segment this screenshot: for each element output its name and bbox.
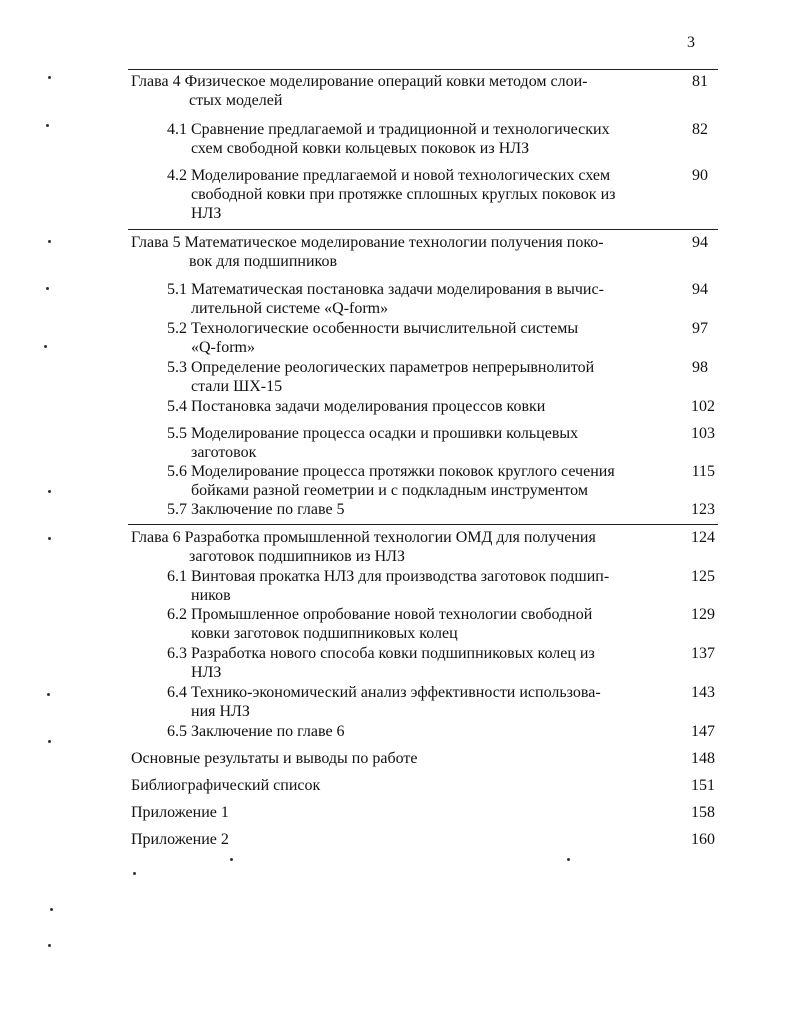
toc-entry	[167, 120, 715, 158]
toc-entry-title-line: Глава 4 Физическое моделирование операций ковки методом слои-	[131, 73, 588, 90]
toc-entry-title	[167, 424, 687, 462]
toc-entry-page: 94	[692, 281, 708, 298]
toc-entry-title-line: бойками разной геометрии и с подкладным инструментом	[191, 482, 588, 499]
toc-entry-title-line: схем свободной ковки кольцевых поковок из НЛЗ	[191, 140, 530, 157]
toc-entry	[131, 830, 715, 849]
scan-speck	[48, 76, 51, 79]
toc-entry-title-line: свободной ковки при протяжке сплошных круглых поковок из	[191, 186, 616, 203]
scan-speck	[47, 693, 50, 696]
toc-entry-title-line: 6.3 Разработка нового способа ковки подшипниковых колец из	[167, 645, 595, 662]
toc-entry-title-line: 5.1 Математическая постановка задачи моделирования в вычис-	[167, 281, 604, 298]
toc-entry-page: 90	[692, 167, 708, 184]
scan-speck	[567, 858, 570, 861]
toc-entry-page: 124	[691, 529, 715, 546]
toc-entry	[131, 749, 715, 768]
toc-entry-title-line: 6.1 Винтовая прокатка НЛЗ для производства заготовок подшип-	[167, 568, 610, 585]
toc-entry-title-line: ковки заготовок подшипниковых колец	[191, 625, 458, 642]
toc-entry-title	[167, 280, 687, 318]
toc-entry	[167, 722, 715, 741]
toc-entry-page: 158	[691, 804, 715, 821]
toc-entry	[167, 166, 715, 223]
toc-entry	[167, 500, 715, 519]
toc-entry-title	[131, 233, 651, 271]
toc-entry-title	[167, 683, 687, 721]
toc-entry-title	[131, 749, 651, 768]
toc-entry-title-line: «Q-form»	[191, 339, 255, 356]
toc-entry-title-line: заготовок подшипников из НЛЗ	[189, 548, 406, 565]
toc-entry-page: 97	[692, 320, 708, 337]
toc-entry-title	[167, 120, 687, 158]
toc-entry-page: 125	[691, 568, 715, 585]
toc-entry-title-line: НЛЗ	[191, 664, 222, 681]
toc-entry-title-line: 5.6 Моделирование процесса протяжки поковок круглого сечения	[167, 463, 615, 480]
toc-entry-title-line: 6.4 Технико-экономический анализ эффективности использова-	[167, 684, 601, 701]
toc-entry-page: 160	[691, 831, 715, 848]
toc-entry-title-line: стали ШХ-15	[191, 378, 283, 395]
toc-entry	[167, 644, 715, 682]
toc-entry-page: 94	[692, 234, 708, 251]
toc-entry-title-line: 5.4 Постановка задачи моделирования процессов ковки	[167, 398, 546, 415]
toc-entry-page: 148	[691, 750, 715, 767]
toc-entry-title-line: Глава 5 Математическое моделирование технологии получения поко-	[131, 234, 604, 251]
toc-entry-title	[167, 644, 687, 682]
toc-entry-title	[167, 567, 687, 605]
toc-entry-title-line: ников	[191, 587, 231, 604]
toc-entry-title	[167, 319, 687, 357]
toc-entry	[167, 683, 715, 721]
toc-entry-title	[167, 605, 687, 643]
toc-entry	[167, 280, 715, 318]
toc-entry-page: 151	[691, 777, 715, 794]
toc-entry-title-line: 4.2 Моделирование предлагаемой и новой технологических схем	[167, 167, 611, 184]
toc-entry-title	[131, 803, 651, 822]
toc-entry-title-line: вок для подшипников	[189, 253, 338, 270]
toc-entry-title-line: 5.7 Заключение по главе 5	[167, 501, 345, 518]
divider	[128, 524, 718, 525]
toc-entry	[167, 424, 715, 462]
toc-entry-title-line: Библиографический список	[131, 777, 321, 794]
toc-entry	[131, 233, 715, 271]
toc-entry-title-line: Приложение 2	[131, 831, 229, 848]
toc-entry	[167, 358, 715, 396]
scan-speck	[50, 908, 53, 911]
toc-entry-title	[167, 358, 687, 396]
toc-entry-title-line: 6.5 Заключение по главе 6	[167, 723, 345, 740]
toc-entry-title	[131, 776, 651, 795]
toc-entry-title-line: стых моделей	[189, 92, 283, 109]
toc-entry	[131, 528, 715, 566]
divider	[128, 69, 718, 70]
toc-entry-title-line: Глава 6 Разработка промышленной технологии ОМД для получения	[131, 529, 596, 546]
toc-entry	[131, 72, 715, 110]
toc-entry-title-line: 5.2 Технологические особенности вычислительной системы	[167, 320, 579, 337]
divider	[128, 229, 718, 230]
toc-entry-title	[167, 462, 687, 500]
toc-entry	[167, 319, 715, 357]
toc-entry-title-line: Приложение 1	[131, 804, 229, 821]
toc-entry-title	[167, 397, 687, 416]
toc-entry-title	[131, 72, 651, 110]
toc-entry-title-line: 4.1 Сравнение предлагаемой и традиционной и технологических	[167, 121, 610, 138]
toc-entry-page: 103	[691, 425, 715, 442]
scan-speck	[46, 124, 49, 127]
toc-entry-title-line: 6.2 Промышленное опробование новой технологии свободной	[167, 606, 593, 623]
toc-entry-page: 147	[691, 723, 715, 740]
toc-entry-page: 81	[692, 73, 708, 90]
toc-entry-title-line: лительной системе «Q-form»	[191, 300, 389, 317]
toc-entry-title-line: НЛЗ	[191, 205, 222, 222]
toc-entry-title	[167, 722, 687, 741]
toc-entry-title-line: ния НЛЗ	[191, 703, 250, 720]
toc-entry-page: 102	[691, 398, 715, 415]
scan-speck	[44, 345, 47, 348]
scan-speck	[48, 944, 51, 947]
toc-entry	[131, 776, 715, 795]
toc-entry-title-line: 5.3 Определение реологических параметров непрерывнолитой	[167, 359, 595, 376]
scan-speck	[48, 490, 51, 493]
page-number: 3	[687, 34, 695, 51]
toc-entry	[167, 397, 715, 416]
toc-entry-page: 82	[692, 121, 708, 138]
scan-speck	[133, 872, 136, 875]
toc-entry-title-line: 5.5 Моделирование процесса осадки и прошивки кольцевых	[167, 425, 579, 442]
toc-entry-page: 129	[691, 606, 715, 623]
scan-speck	[48, 537, 51, 540]
toc-entry-title	[131, 830, 651, 849]
toc-entry-title	[167, 166, 687, 223]
toc-entry	[131, 803, 715, 822]
toc-entry	[167, 462, 715, 500]
toc-entry	[167, 567, 715, 605]
scan-speck	[48, 240, 51, 243]
toc-entry-title	[131, 528, 651, 566]
toc-entry-page: 137	[691, 645, 715, 662]
toc-entry-title	[167, 500, 687, 519]
toc-entry-page: 123	[691, 501, 715, 518]
toc-entry-page: 115	[691, 463, 715, 480]
scan-speck	[46, 287, 49, 290]
scan-speck	[48, 740, 51, 743]
toc-entry-title-line: Основные результаты и выводы по работе	[131, 750, 418, 767]
toc-entry-page: 98	[692, 359, 708, 376]
scan-speck	[230, 858, 233, 861]
toc-entry-title-line: заготовок	[191, 444, 257, 461]
toc-entry-page: 143	[691, 684, 715, 701]
toc-entry	[167, 605, 715, 643]
